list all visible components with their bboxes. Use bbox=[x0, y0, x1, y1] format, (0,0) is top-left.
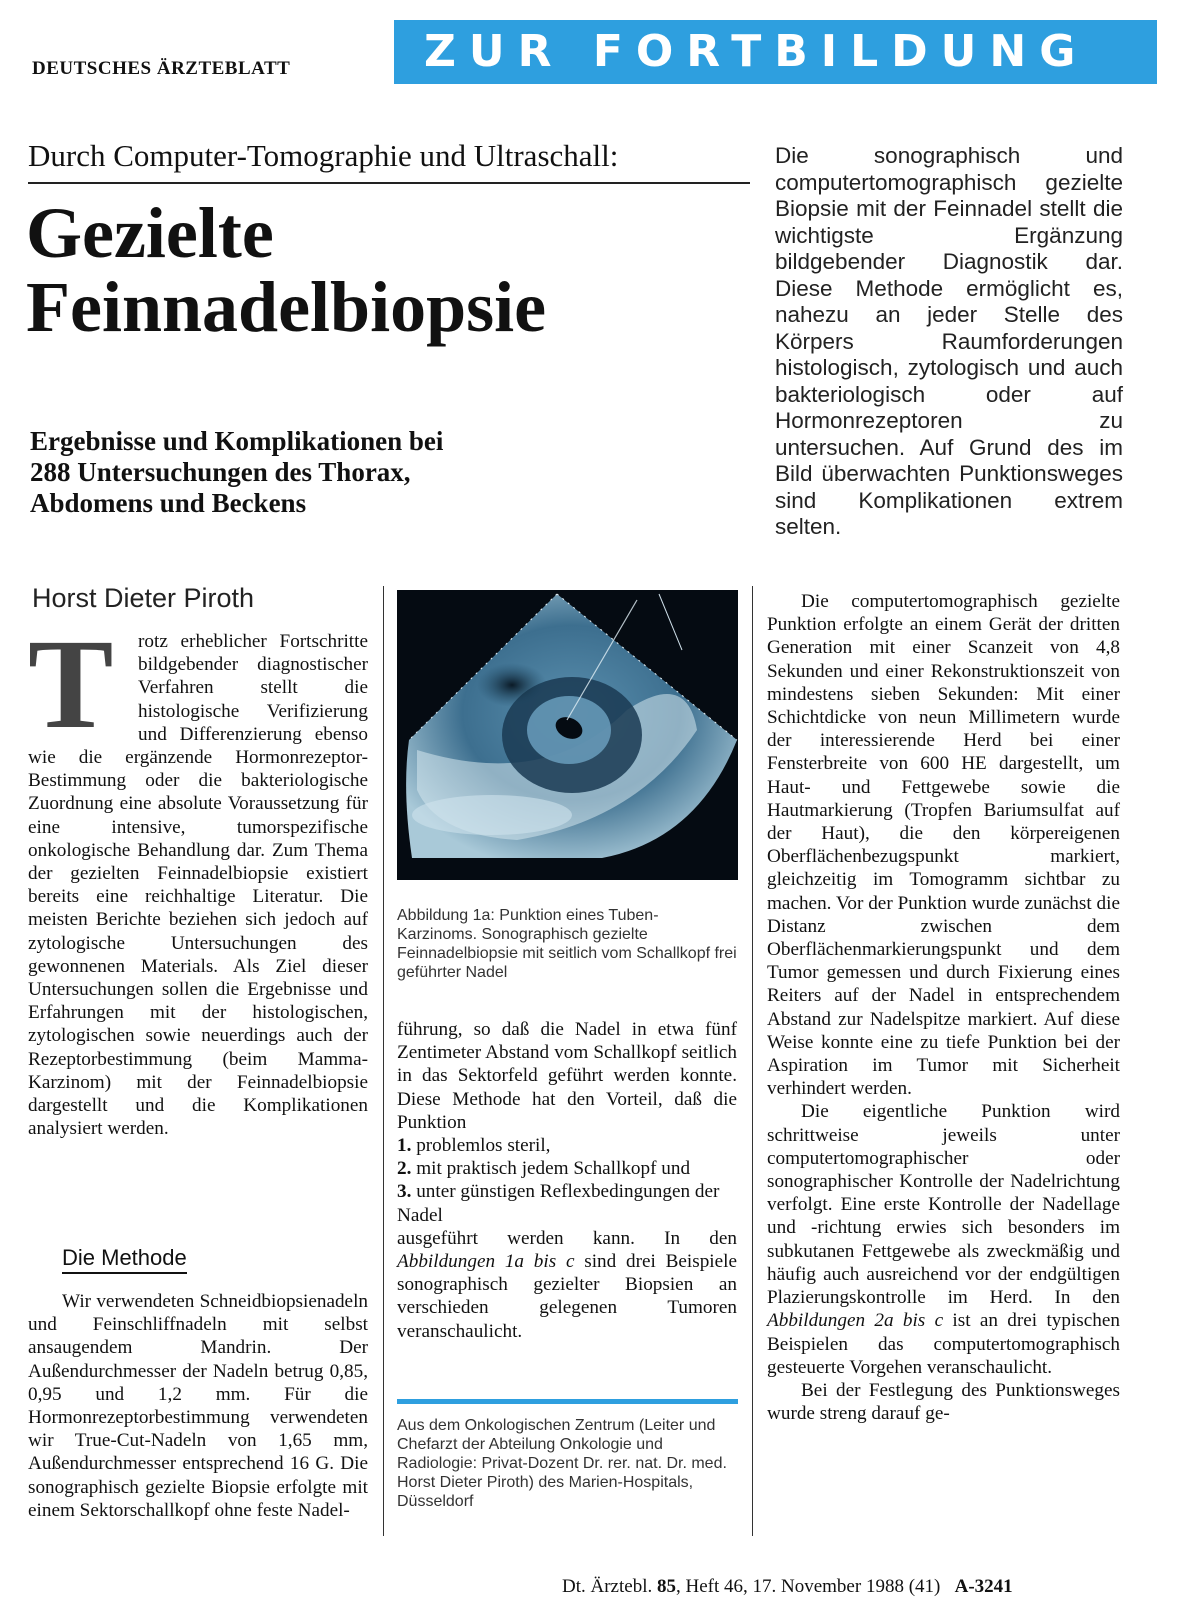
intro-paragraph: rotz erheblicher Fortschritte bildgebender diagnostischer Verfahren stellt die histologische Verifizierung und Differenzierung ebenso wie die ergänzende Hormonrezeptor-Bestimmung oder die bakteriologische Zuordnung eine absolute Voraussetzung für eine intensive, tumorspezifische onkologische Behandlung dar. Zum Thema der gezielten Feinnadelbiopsie existiert bereits eine reichhaltige Literatur. Die meisten Berichte beziehen sich jedoch auf zytologische Untersuchungen des gewonnenen Materials. Als Ziel dieser Untersuchungen sollen die Ergebnisse und Erfahrungen mit der histologischen, zytologischen sowie neuerdings auch der Rezeptorbestimmung (beim Mamma-Karzinom) mit der Feinnadelbiopsie dargestellt und die Komplikationen analysiert werden. bbox=[28, 631, 368, 1140]
ultrasound-image bbox=[397, 590, 738, 880]
col3-text-b: ist an drei typischen Beispielen das computertomographisch gesteuerte Vorgehen veranschaulicht. bbox=[767, 1310, 1120, 1378]
column-divider-1 bbox=[383, 586, 384, 1536]
drop-cap: T bbox=[28, 632, 114, 736]
kicker-underline bbox=[28, 182, 750, 184]
col3-text-a: Die eigentliche Punktion wird schrittweise jeweils unter computertomographischer oder sonographischer Kontrolle der Nadelrichtung verfolgt. Eine erste Kontrolle der Nadellage und -richtung erwies sich besonders im subkutanen Fettgewebe als zweckmäßig und häufig auch ausreichend vor der endgültigen Plazierungskontrolle im Herd. In den bbox=[767, 1101, 1120, 1309]
list-item bbox=[397, 1157, 737, 1180]
col2-text-a: ausgeführt werden kann. In den bbox=[397, 1227, 737, 1249]
footer-volume: 85 bbox=[656, 1576, 676, 1597]
article-title bbox=[26, 193, 766, 347]
author-affiliation: Aus dem Onkologischen Zentrum (Leiter und Chefarzt der Abteilung Onkologie und Radiologie: Privat-Dozent Dr. rer. nat. Dr. med. Horst Dieter Piroth) des Marien-Hospitals, Düsseldorf bbox=[397, 1417, 727, 1510]
footer-issue: , Heft 46, 17. November 1988 (41) bbox=[675, 1576, 941, 1597]
column-1-methode bbox=[28, 1290, 368, 1522]
section-banner: ZUR FORTBILDUNG bbox=[394, 20, 1157, 84]
section-heading-methode: Die Methode bbox=[62, 1245, 187, 1274]
methode-paragraph: Wir verwendeten Schneidbiopsienadeln und Feinschliffnadeln mit selbst ansaugendem Mandrin. Der Außendurchmesser der Nadeln betrug 0,85, 0,95 und 1,2 mm. Für die Hormonrezeptorbestimmung verwendeten wir True-Cut-Nadeln von 1,65 mm, Außendurchmesser entsprechend 16 G. Die sonographisch gezielte Biopsie erfolgte mit einem Sektorschallkopf ohne feste Nadel- bbox=[28, 1291, 368, 1521]
page-footer bbox=[562, 1576, 1013, 1598]
figure-reference-1: Abbildungen 1a bis c bbox=[397, 1251, 575, 1273]
list-item bbox=[397, 1134, 737, 1157]
figure-caption: Abbildung 1a: Punktion eines Tuben-Karzinoms. Sonographisch gezielte Feinnadelbiopsie mit seitlich vom Schallkopf frei geführter Nadel bbox=[397, 907, 737, 981]
footer-prefix: Dt. Ärztebl. bbox=[562, 1576, 657, 1597]
col2-text-b: sind drei Beispiele sonographisch gezielter Biopsien an verschieden gelegenen Tumoren veranschaulicht. bbox=[397, 1251, 737, 1342]
col2-paragraph-2 bbox=[397, 1227, 737, 1343]
col3-paragraph-2 bbox=[767, 1100, 1120, 1378]
page-number: A-3241 bbox=[954, 1576, 1013, 1597]
title-line-2: Feinnadelbiopsie bbox=[26, 267, 547, 347]
ultrasound-sector-graphic bbox=[397, 590, 738, 880]
list-text: problemlos steril, bbox=[416, 1135, 551, 1157]
list-item bbox=[397, 1180, 737, 1226]
column-2 bbox=[397, 1018, 737, 1343]
article-kicker: Durch Computer-Tomographie und Ultraschall: bbox=[28, 138, 619, 173]
list-text: mit praktisch jedem Schallkopf und bbox=[416, 1158, 691, 1180]
column-1-intro bbox=[28, 630, 368, 1140]
author-name: Horst Dieter Piroth bbox=[32, 583, 255, 613]
column-divider-2 bbox=[752, 586, 753, 1536]
list-number: 2. bbox=[397, 1158, 412, 1180]
article-subtitle: Ergebnisse und Komplikationen bei 288 Untersuchungen des Thorax, Abdomens und Beckens bbox=[30, 426, 444, 518]
list-number: 3. bbox=[397, 1181, 412, 1203]
journal-name: DEUTSCHES ÄRZTEBLATT bbox=[32, 58, 291, 79]
column-3 bbox=[767, 590, 1120, 1425]
figure-reference-2: Abbildungen 2a bis c bbox=[767, 1310, 944, 1332]
list-text: unter günstigen Reflexbedingungen der Nadel bbox=[397, 1181, 720, 1226]
col3-paragraph-3: Bei der Festlegung des Punktionsweges wurde streng darauf ge- bbox=[767, 1379, 1120, 1425]
col2-paragraph-1: führung, so daß die Nadel in etwa fünf Zentimeter Abstand vom Schallkopf seitlich in das Sektorfeld geführt werden konnte. Diese Methode hat den Vorteil, daß die Punktion bbox=[397, 1019, 737, 1133]
title-line-1: Gezielte bbox=[26, 193, 274, 273]
affiliation-rule bbox=[397, 1399, 738, 1404]
list-number: 1. bbox=[397, 1135, 412, 1157]
col3-paragraph-1: Die computertomographisch gezielte Punktion erfolgte an einem Gerät der dritten Generation mit einer Scanzeit von 4,8 Sekunden und einer Rekonstruktionszeit von mindestens sieben Sekunden: Mit einer Schichtdicke von neun Millimetern wurde der interessierende Herd bei einer Fensterbreite von 600 HE dargestellt, um Haut- und Fettgewebe sowie die Hautmarkierung (Tropfen Bariumsulfat auf der Haut), die den körpereigenen Oberflächenbezugspunkt markiert, gleichzeitig im Tomogramm sichtbar zu machen. Vor der Punktion wurde zunächst die Distanz zwischen dem Oberflächenmarkierungspunkt und dem Tumor gemessen und durch Fixierung eines Reiters auf der Nadel in entsprechendem Abstand zur Nadelspitze markiert. Auf diese Weise konnte eine zu tiefe Punktion bei der Aspiration im Tumor mit Sicherheit verhindert werden. bbox=[767, 591, 1120, 1100]
lead-paragraph: Die sonographisch und computertomographisch gezielte Biopsie mit der Feinnadel stellt die wichtigste Ergänzung bildgebender Diagnostik dar. Diese Methode ermöglicht es, nahezu an jeder Stelle des Körpers Raumforderungen histologisch, zytologisch und auch bakteriologisch oder auf Hormonrezeptoren zu untersuchen. Auf Grund des im Bild überwachten Punktionsweges sind Komplikationen extrem selten. bbox=[775, 143, 1123, 539]
